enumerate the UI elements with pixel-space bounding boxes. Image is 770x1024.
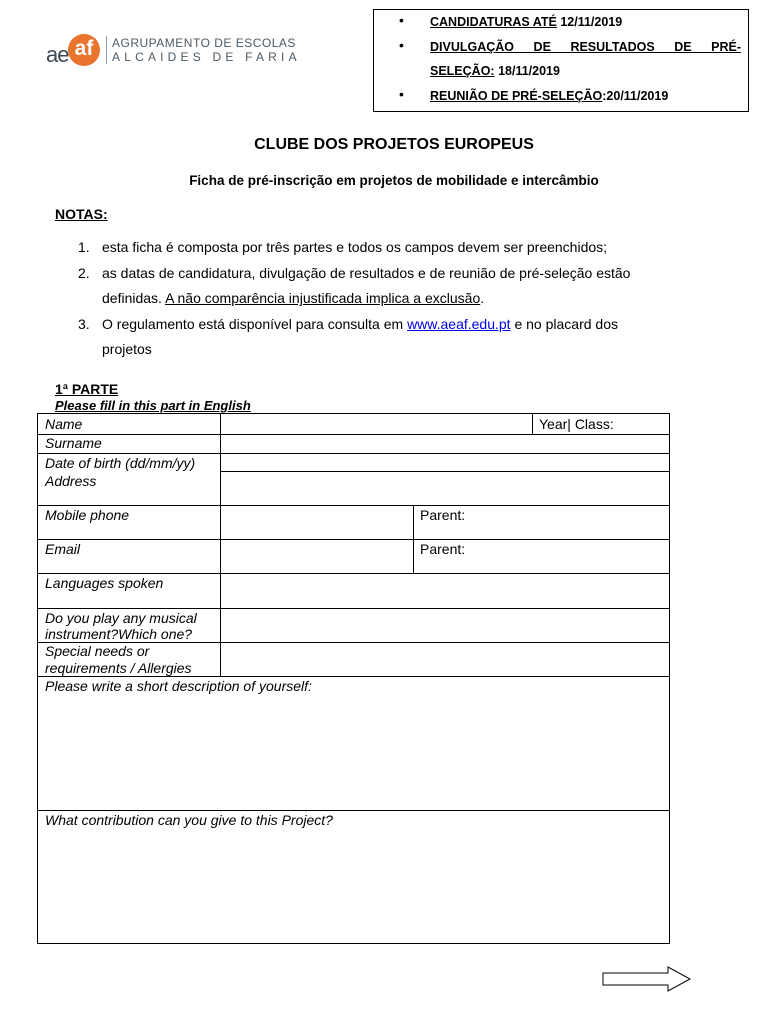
year-class-field[interactable]	[533, 415, 668, 434]
bullet-icon: •	[399, 86, 404, 102]
contribution-field[interactable]	[39, 830, 668, 943]
logo-mark-ae: ae	[46, 42, 69, 67]
musical-instrument-field[interactable]	[221, 609, 668, 642]
parent-email-field[interactable]	[414, 540, 668, 573]
description-field[interactable]	[39, 696, 668, 809]
deadline-divulgacao-label2: SELEÇÃO:	[430, 64, 495, 78]
special-needs-label-line2: requirements / Allergies	[45, 660, 192, 676]
logo-mark-af: af	[68, 34, 100, 66]
email-field[interactable]	[221, 540, 413, 573]
deadline-reuniao-value: :20/11/2019	[602, 89, 669, 103]
right-arrow-icon	[602, 966, 694, 994]
parent-email-label: Parent:	[420, 541, 466, 557]
logo-text-line2: ALCAIDES DE FARIA	[112, 50, 301, 64]
school-logo	[46, 30, 301, 70]
deadline-reuniao	[430, 89, 668, 103]
email-label: Email	[45, 541, 81, 557]
note-1: esta ficha é composta por três partes e todos os campos devem ser preenchidos;	[102, 239, 608, 255]
logo-text-line1: AGRUPAMENTO DE ESCOLAS	[112, 36, 296, 50]
address-field[interactable]	[221, 472, 668, 505]
registration-form	[37, 413, 670, 944]
surname-label: Surname	[45, 435, 102, 451]
special-needs-field[interactable]	[221, 643, 668, 676]
deadline-candidaturas-label: CANDIDATURAS ATÉ	[430, 15, 557, 29]
row-divider	[38, 810, 669, 811]
note-3-text: O regulamento está disponível para consulta em	[102, 316, 408, 332]
languages-label: Languages spoken	[45, 575, 164, 591]
deadline-reuniao-label: REUNIÃO DE PRÉ-SELEÇÃO	[430, 89, 603, 103]
dob-field[interactable]	[221, 454, 668, 471]
deadline-candidaturas	[430, 15, 622, 29]
year-class-label: Year| Class:	[539, 416, 614, 432]
name-label: Name	[45, 416, 83, 432]
deadlines-box	[373, 9, 749, 112]
mobile-field[interactable]	[221, 506, 413, 539]
languages-field[interactable]	[221, 574, 668, 608]
bullet-icon: •	[399, 12, 404, 28]
row-divider	[38, 676, 669, 677]
deadline-divulgacao-line1	[430, 40, 741, 54]
logo-divider	[106, 36, 107, 64]
deadline-divulgacao-line2	[430, 64, 560, 78]
parent-phone-field[interactable]	[414, 506, 668, 539]
deadline-divulgacao-value: 18/11/2019	[494, 64, 560, 78]
parent-phone-label: Parent:	[420, 507, 466, 523]
notes-heading: NOTAS:	[55, 206, 108, 222]
surname-field[interactable]	[221, 435, 668, 453]
special-needs-label-line1: Special needs or	[45, 643, 150, 659]
note-2-period: .	[480, 290, 485, 306]
page-subtitle: Ficha de pré-inscrição em projetos de mobilidade e intercâmbio	[189, 173, 599, 188]
deadline-divulgacao-label: DIVULGAÇÃO DE RESULTADOS DE PRÉ-	[430, 40, 741, 54]
website-link[interactable]: www.aeaf.edu.pt	[407, 316, 511, 332]
note-2-text: definidas.	[102, 290, 166, 306]
part1-heading: 1ª PARTE	[55, 381, 119, 397]
dob-label: Date of birth (dd/mm/yy)	[45, 455, 196, 471]
contribution-label: What contribution can you give to this Project?	[45, 812, 333, 828]
note-number: 1.	[78, 239, 90, 255]
note-3-line2: projetos	[102, 341, 152, 357]
note-3-line1	[102, 316, 618, 332]
note-2-warning: A não comparência injustificada implica a exclusão	[165, 290, 481, 306]
musical-instrument-label-line1: Do you play any musical	[45, 610, 197, 626]
bullet-icon: •	[399, 37, 404, 53]
deadline-candidaturas-value: 12/11/2019	[556, 15, 623, 29]
note-2-line1: as datas de candidatura, divulgação de resultados e de reunião de pré-seleção estão	[102, 265, 631, 281]
name-field[interactable]	[221, 415, 531, 434]
part1-instruction: Please fill in this part in English	[55, 398, 251, 413]
mobile-label: Mobile phone	[45, 507, 130, 523]
note-2-line2	[102, 290, 484, 306]
address-label: Address	[45, 473, 97, 489]
note-number: 3.	[78, 316, 90, 332]
note-number: 2.	[78, 265, 90, 281]
note-3-text-end: e no placard dos	[510, 316, 618, 332]
description-label: Please write a short description of yourself:	[45, 678, 312, 694]
musical-instrument-label-line2: instrument?Which one?	[45, 626, 193, 642]
page-title: CLUBE DOS PROJETOS EUROPEUS	[254, 136, 534, 153]
